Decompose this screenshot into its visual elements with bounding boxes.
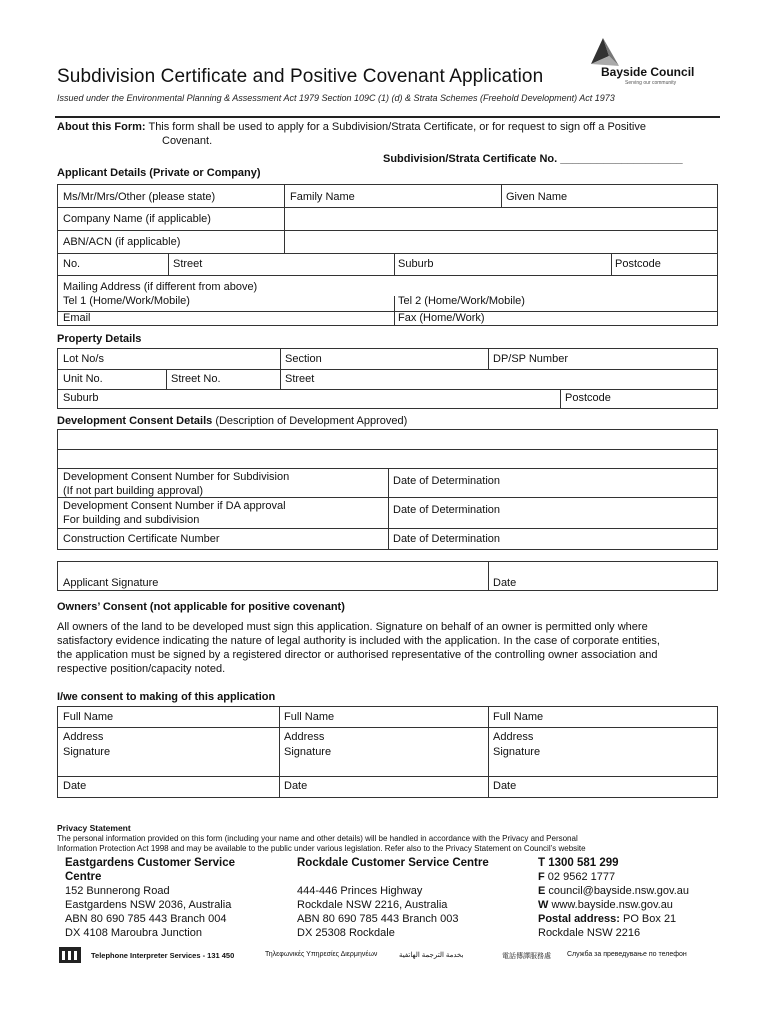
tel1-field[interactable]: Tel 1 (Home/Work/Mobile)	[63, 295, 190, 307]
phone-label: T	[538, 857, 546, 869]
development-heading-text: Development Consent Details	[57, 415, 213, 427]
rockdale-address-2: Rockdale NSW 2216, Australia	[297, 899, 448, 911]
dc-da-field[interactable]	[63, 499, 286, 527]
tel2-field[interactable]: Tel 2 (Home/Work/Mobile)	[398, 295, 525, 307]
postal-label: Postal address:	[538, 913, 620, 925]
applicant-heading: Applicant Details (Private or Company)	[57, 167, 261, 179]
owner2-address[interactable]: Address	[284, 731, 325, 743]
eastgardens-address-2: Eastgardens NSW 2036, Australia	[65, 899, 232, 911]
owners-para-4: respective position/capacity noted.	[57, 663, 226, 675]
council-logo	[583, 38, 713, 88]
postcode-field[interactable]: Postcode	[615, 258, 661, 270]
owner2-full-name[interactable]: Full Name	[284, 711, 335, 723]
street-field[interactable]: Street	[173, 258, 203, 270]
website-link[interactable]: www.bayside.nsw.gov.au	[551, 899, 673, 911]
rockdale-abn: ABN 80 690 785 443 Branch 003	[297, 913, 459, 925]
dc-da-label: Development Consent Number if DA approval	[63, 500, 286, 512]
owner1-full-name[interactable]: Full Name	[63, 711, 114, 723]
header-rule	[55, 116, 720, 118]
date-determination-2[interactable]: Date of Determination	[393, 504, 500, 516]
owners-paragraph	[57, 620, 717, 676]
rockdale-dx: DX 25308 Rockdale	[297, 927, 395, 939]
unit-no-field[interactable]: Unit No.	[63, 373, 103, 385]
cc-number-field[interactable]: Construction Certificate Number	[63, 533, 220, 545]
dc-subdivision-note: (If not part building approval)	[63, 485, 204, 497]
property-street-no-field[interactable]: Street No.	[171, 373, 221, 385]
eastgardens-name: Eastgardens Customer Service	[65, 857, 236, 869]
strata-certificate-number[interactable]: Subdivision/Strata Certificate No. ____________________	[383, 153, 683, 165]
development-heading	[57, 415, 407, 427]
property-heading: Property Details	[57, 333, 142, 345]
owner3-full-name[interactable]: Full Name	[493, 711, 544, 723]
dc-subdivision-field[interactable]	[63, 470, 289, 498]
contact-block	[538, 856, 718, 940]
eastgardens-abn: ABN 80 690 785 443 Branch 004	[65, 913, 227, 925]
street-no-field[interactable]: No.	[63, 258, 81, 270]
footer-macedonian: Служба за преведување по телефон	[567, 951, 687, 958]
owners-heading: Owners’ Consent (not applicable for positive covenant)	[57, 601, 345, 613]
fax-label: F	[538, 871, 545, 883]
phone-value: 1300 581 299	[548, 857, 619, 869]
development-heading-note: (Description of Development Approved)	[215, 415, 408, 427]
owner1-date[interactable]: Date	[63, 780, 87, 792]
owners-para-2: satisfactory evidence indicating the nature of legal authority is included with the application. In the case of corporate entities,	[57, 635, 660, 647]
about-section	[57, 120, 717, 148]
fax-field[interactable]: Fax (Home/Work)	[398, 312, 485, 324]
owner3-address[interactable]: Address	[493, 731, 534, 743]
rockdale-address-1: 444-446 Princes Highway	[297, 885, 423, 897]
mailing-address-field[interactable]: Mailing Address (if different from above)	[63, 281, 258, 293]
privacy-heading: Privacy Statement	[57, 823, 131, 833]
section-field[interactable]: Section	[285, 353, 322, 365]
property-postcode-field[interactable]: Postcode	[565, 392, 611, 404]
footer-arabic: بخدمة الترجمة الهاتفية	[399, 952, 464, 959]
lot-field[interactable]: Lot No/s	[63, 353, 104, 365]
privacy-line-1: The personal information provided on this form (including your name and other details) will be handled in accordance with the Privacy and Personal	[57, 834, 578, 843]
suburb-field[interactable]: Suburb	[398, 258, 434, 270]
abn-field[interactable]: ABN/ACN (if applicable)	[63, 236, 181, 248]
council-logo-tagline: Serving our community	[625, 80, 677, 86]
owner2-signature[interactable]: Signature	[284, 746, 332, 758]
website-label: W	[538, 899, 549, 911]
owner2-date[interactable]: Date	[284, 780, 308, 792]
email-label: E	[538, 885, 546, 897]
eastgardens-address-1: 152 Bunnerong Road	[65, 885, 170, 897]
council-logo-text: Bayside Council	[601, 65, 695, 79]
privacy-line-2: Information Protection Act 1998 and may be available to the public under various legislation. Refer also to the Privacy Statement on Council’s website	[57, 844, 586, 853]
owner1-address[interactable]: Address	[63, 731, 104, 743]
eastgardens-office	[65, 856, 290, 940]
dc-da-note: For building and subdivision	[63, 514, 200, 526]
rockdale-name: Rockdale Customer Service Centre	[297, 857, 489, 869]
applicant-signature-field[interactable]: Applicant Signature	[63, 577, 159, 589]
title-field[interactable]: Ms/Mr/Mrs/Other (please state)	[63, 191, 216, 203]
dc-subdivision-label: Development Consent Number for Subdivision	[63, 471, 290, 483]
company-name-field[interactable]: Company Name (if applicable)	[63, 213, 211, 225]
privacy-statement	[57, 834, 717, 854]
property-suburb-field[interactable]: Suburb	[63, 392, 99, 404]
footer-chinese: 電話傳譯服務處	[502, 953, 551, 960]
owners-table	[57, 706, 718, 798]
given-name-field[interactable]: Given Name	[506, 191, 568, 203]
family-name-field[interactable]: Family Name	[290, 191, 355, 203]
tis-text: Telephone Interpreter Services - 131 450	[91, 951, 235, 960]
email-field[interactable]: Email	[63, 312, 91, 324]
owner3-date[interactable]: Date	[493, 780, 517, 792]
eastgardens-name-2: Centre	[65, 871, 102, 883]
about-label: About this Form:	[57, 121, 146, 133]
owners-para-3: the application must be signed by a registered director or authorised representative of the controlling owner association and	[57, 649, 658, 661]
date-determination-1[interactable]: Date of Determination	[393, 475, 500, 487]
rockdale-office	[297, 856, 532, 940]
form-title: Subdivision Certificate and Positive Covenant Application	[57, 66, 544, 87]
postal-value: PO Box 21	[622, 913, 677, 925]
footer-greek: Τηλεφωνικές Υπηρεσίες Διερμηνέων	[265, 951, 378, 958]
about-text-2: Covenant.	[162, 135, 213, 147]
footer-bar	[57, 947, 717, 965]
fax-value: 02 9562 1777	[547, 871, 616, 883]
date-determination-3[interactable]: Date of Determination	[393, 533, 500, 545]
interpreter-icon	[59, 947, 81, 963]
property-street-field[interactable]: Street	[285, 373, 315, 385]
dpsp-field[interactable]: DP/SP Number	[493, 353, 568, 365]
about-text-1: This form shall be used to apply for a Subdivision/Strata Certificate, or for request to sign off a Positive	[148, 121, 646, 133]
owners-para-1: All owners of the land to be developed must sign this application. Signature on behalf of an owner is permitted only where	[57, 621, 648, 633]
email-link[interactable]: council@bayside.nsw.gov.au	[548, 885, 690, 897]
eastgardens-dx: DX 4108 Maroubra Junction	[65, 927, 202, 939]
owner1-signature[interactable]: Signature	[63, 746, 111, 758]
applicant-signature-date[interactable]: Date	[493, 577, 517, 589]
consent-heading: I/we consent to making of this application	[57, 691, 276, 703]
owner3-signature[interactable]: Signature	[493, 746, 541, 758]
postal-line-2: Rockdale NSW 2216	[538, 927, 641, 939]
form-subtitle: Issued under the Environmental Planning & Assessment Act 1979 Section 109C (1) (d) & Strata Schemes (Freehold Development) Act 1973	[57, 93, 615, 103]
property-table	[57, 348, 718, 409]
